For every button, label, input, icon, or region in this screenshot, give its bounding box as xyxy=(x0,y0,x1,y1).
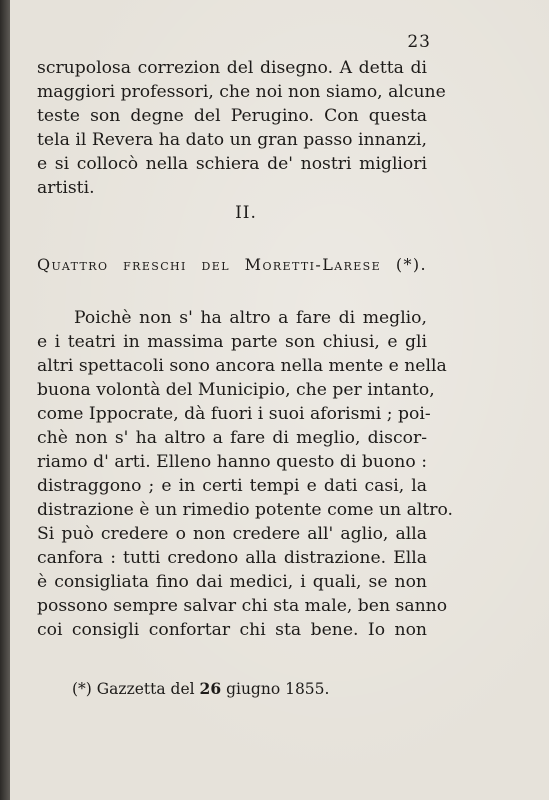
text-line: chè non s' ha altro a fare di meglio, discor- xyxy=(37,428,427,448)
text-line: teste son degne del Perugino. Con questa xyxy=(37,106,427,126)
text-line: maggiori professori, che noi non siamo, alcune xyxy=(37,82,446,102)
text-line: canfora : tutti credono alla distrazione. Ella xyxy=(37,548,427,568)
section-title-text: Quattro freschi del Moretti-Larese (*). xyxy=(37,255,427,274)
book-gutter-shadow xyxy=(0,0,10,800)
text-line: è consigliata fino dai medici, i quali, se non xyxy=(37,572,427,592)
text-line: distraggono ; e in certi tempi e dati casi, la xyxy=(37,476,427,496)
footnote-day: 26 xyxy=(199,679,222,698)
footnote-marker: (*) xyxy=(72,680,92,698)
text-line: riamo d' arti. Elleno hanno questo di buono : xyxy=(37,452,427,472)
text-line: come Ippocrate, dà fuori i suoi aforismi ; poi- xyxy=(37,404,431,424)
footnote-text: Gazzetta del xyxy=(96,680,195,698)
page-number: 23 xyxy=(407,32,431,52)
section-title xyxy=(37,255,427,274)
text-line: Poichè non s' ha altro a fare di meglio, xyxy=(74,308,427,328)
text-line: artisti. xyxy=(37,178,95,198)
text-line: buona volontà del Municipio, che per intanto, xyxy=(37,380,435,400)
footnote-date: giugno 1855. xyxy=(226,680,330,698)
book-page xyxy=(10,0,549,800)
text-line: scrupolosa correzion del disegno. A detta di xyxy=(37,58,427,78)
text-line: e si collocò nella schiera de' nostri migliori xyxy=(37,154,427,174)
text-line: altri spettacoli sono ancora nella mente e nella xyxy=(37,356,447,376)
section-number: II. xyxy=(235,203,257,223)
text-line: coi consigli confortar chi sta bene. Io non xyxy=(37,620,427,640)
text-line: distrazione è un rimedio potente come un altro. xyxy=(37,500,453,520)
text-line: Si può credere o non credere all' aglio, alla xyxy=(37,524,427,544)
text-line: tela il Revera ha dato un gran passo innanzi, xyxy=(37,130,427,150)
text-line: possono sempre salvar chi sta male, ben sanno xyxy=(37,596,448,616)
text-line: e i teatri in massima parte son chiusi, e gli xyxy=(37,332,427,352)
footnote xyxy=(72,679,329,698)
